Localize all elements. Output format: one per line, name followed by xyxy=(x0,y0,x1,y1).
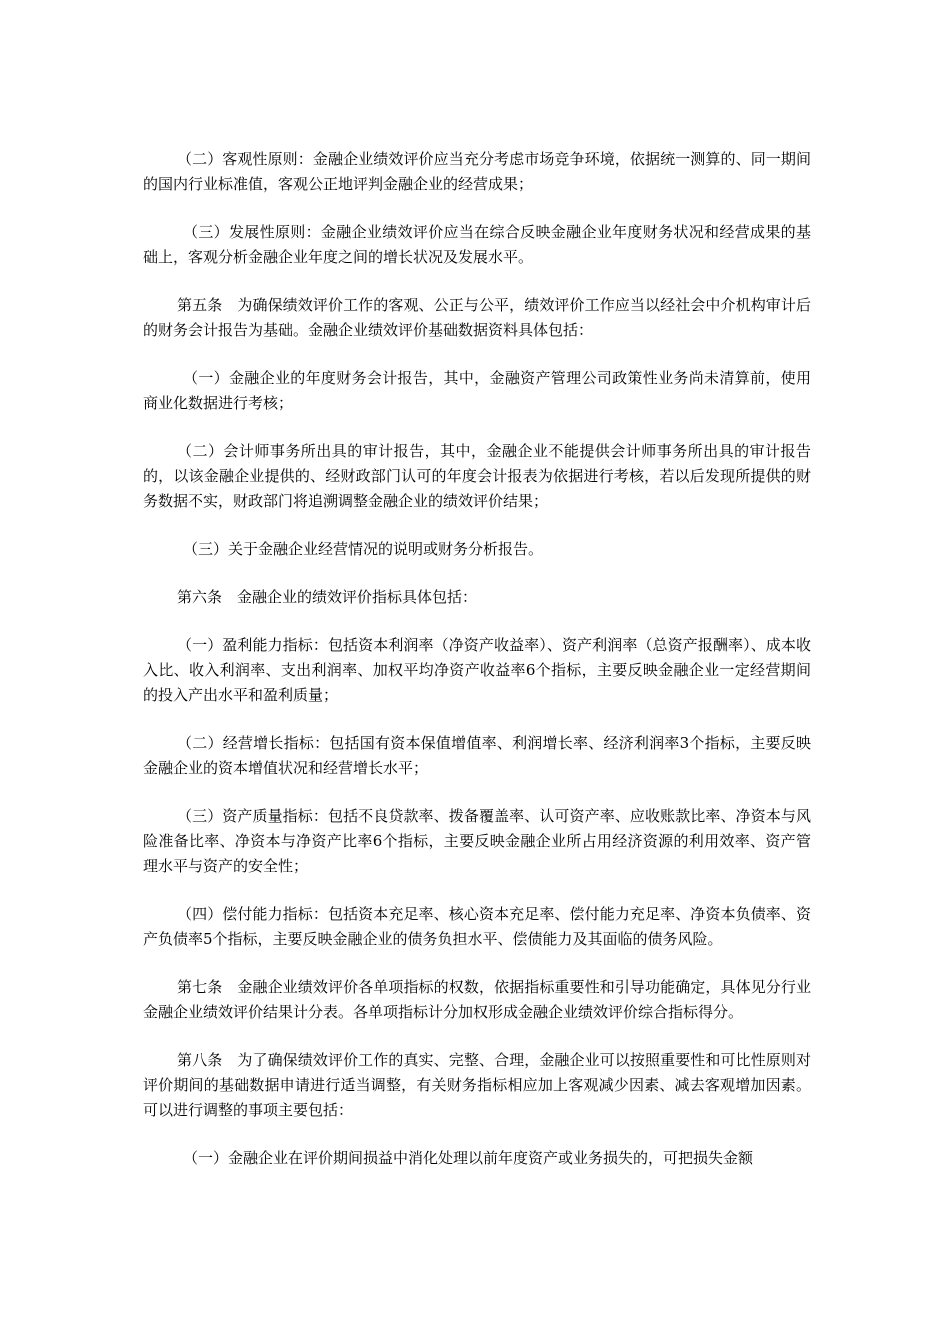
paragraph-article-8: 第八条 为了确保绩效评价工作的真实、完整、合理，金融企业可以按照重要性和可比性原则对评价期间的基础数据申请进行适当调整，有关财务指标相应加上客观减少因素、减去客观增加因素。可以进行调整的事项主要包括： xyxy=(143,1051,811,1119)
document-body xyxy=(143,147,811,1194)
paragraph-loss-adjustment: （一）金融企业在评价期间损益中消化处理以前年度资产或业务损失的，可把损失金额 xyxy=(183,1149,754,1167)
paragraph-audit-report: （二）会计师事务所出具的审计报告，其中，金融企业不能提供会计师事务所出具的审计报告的，以该金融企业提供的、经财政部门认可的年度会计报表为依据进行考核，若以后发现所提供的财务数据不实，财政部门将追溯调整金融企业的绩效评价结果； xyxy=(143,442,811,510)
paragraph-development-principle: （三）发展性原则：金融企业绩效评价应当在综合反映金融企业年度财务状况和经营成果的基础上，客观分析金融企业年度之间的增长状况及发展水平。 xyxy=(143,223,811,266)
paragraph-solvency-indicators: （四）偿付能力指标：包括资本充足率、核心资本充足率、偿付能力充足率、净资本负债率、资产负债率5个指标，主要反映金融企业的债务负担水平、偿债能力及其面临的债务风险。 xyxy=(143,905,811,948)
paragraph-objectivity-principle: （二）客观性原则：金融企业绩效评价应当充分考虑市场竞争环境，依据统一测算的、同一期间的国内行业标准值，客观公正地评判金融企业的经营成果； xyxy=(143,150,811,193)
paragraph-article-7: 第七条 金融企业绩效评价各单项指标的权数，依据指标重要性和引导功能确定，具体见分行业金融企业绩效评价结果计分表。各单项指标计分加权形成金融企业绩效评价综合指标得分。 xyxy=(143,978,811,1021)
paragraph-article-6: 第六条 金融企业的绩效评价指标具体包括： xyxy=(177,588,478,606)
paragraph-asset-quality-indicators: （三）资产质量指标：包括不良贷款率、拨备覆盖率、认可资产率、应收账款比率、净资本与风险准备比率、净资本与净资产比率6个指标，主要反映金融企业所占用经济资源的利用效率、资产管理水平与资产的安全性； xyxy=(143,807,811,875)
paragraph-operation-statement: （三）关于金融企业经营情况的说明或财务分析报告。 xyxy=(183,540,544,558)
paragraph-article-5: 第五条 为确保绩效评价工作的客观、公正与公平，绩效评价工作应当以经社会中介机构审计后的财务会计报告为基础。金融企业绩效评价基础数据资料具体包括： xyxy=(143,296,811,339)
paragraph-profitability-indicators: （一）盈利能力指标：包括资本利润率（净资产收益率）、资产利润率（总资产报酬率）、成本收入比、收入利润率、支出利润率、加权平均净资产收益率6个指标，主要反映金融企业一定经营期间的投入产出水平和盈利质量； xyxy=(143,636,811,704)
paragraph-annual-report: （一）金融企业的年度财务会计报告，其中，金融资产管理公司政策性业务尚未清算前，使用商业化数据进行考核； xyxy=(143,369,811,412)
paragraph-growth-indicators: （二）经营增长指标：包括国有资本保值增值率、利润增长率、经济利润率3个指标，主要反映金融企业的资本增值状况和经营增长水平； xyxy=(143,734,811,777)
